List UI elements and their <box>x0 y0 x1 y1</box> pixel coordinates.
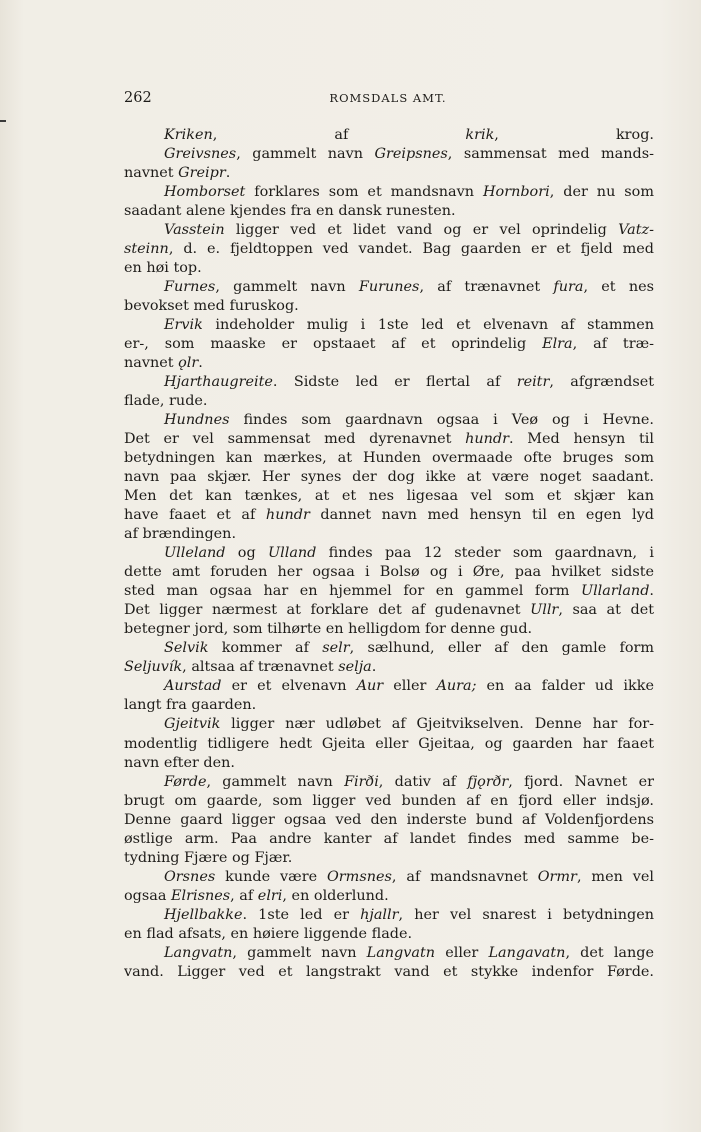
italic-term: hundr <box>265 507 310 524</box>
text-line <box>124 297 654 316</box>
text-run: eller <box>383 678 437 695</box>
text-line <box>124 544 654 563</box>
text-run: , gammelt navn <box>206 773 345 790</box>
text-line <box>124 126 654 145</box>
text-run: modentlig tidligere hedt Gjeita eller Gjeitaa, og gaarden har faaet <box>124 735 654 752</box>
text-run: saadant alene kjendes fra en dansk runesten. <box>124 203 456 220</box>
text-line <box>124 792 654 811</box>
italic-term: ǫlr <box>178 355 199 372</box>
text-line <box>124 487 654 506</box>
italic-term: Aurstad <box>164 678 222 695</box>
text-line <box>124 735 654 754</box>
body-text <box>124 126 654 982</box>
text-line <box>124 202 654 221</box>
text-line <box>124 601 654 620</box>
text-run: . <box>225 165 231 182</box>
text-run: Denne gaard ligger ogsaa ved den inderste bund af Voldenfjordens <box>124 811 654 828</box>
text-line <box>124 944 654 963</box>
text-run: have faaet et af <box>124 507 266 524</box>
text-run: navnet <box>124 165 179 182</box>
text-run: , dativ af <box>378 773 468 790</box>
italic-term: Hornbori <box>482 184 550 201</box>
text-line <box>124 868 654 887</box>
text-run: Det er vel sammensat med dyrenavnet <box>124 431 466 448</box>
italic-term: Orsnes <box>164 868 216 885</box>
italic-term: fura <box>553 279 584 296</box>
italic-term: Ulland <box>267 545 317 562</box>
text-line <box>124 830 654 849</box>
text-run: ogsaa <box>124 887 171 904</box>
italic-term: Seljuvík <box>124 659 183 676</box>
text-line <box>124 449 654 468</box>
text-run: , af <box>212 127 466 143</box>
text-run: brugt om gaarde, som ligger ved bunden af en fjord eller indsjø. <box>124 792 654 809</box>
italic-term: Greipsnes <box>374 146 448 163</box>
italic-term: Homborset <box>164 184 246 201</box>
text-run: , af <box>230 887 258 904</box>
italic-term: Ormr <box>537 868 577 885</box>
italic-term: hundr <box>465 431 510 448</box>
italic-term: Firði <box>344 773 379 790</box>
text-line <box>124 925 654 944</box>
italic-term: Hundnes <box>164 412 230 429</box>
text-run: kunde være <box>215 868 327 885</box>
text-line <box>124 411 654 430</box>
italic-term: Selvik <box>164 640 209 657</box>
text-run: en flad afsats, en høiere liggende flade. <box>124 925 413 942</box>
italic-term: Ervik <box>164 317 203 334</box>
text-line <box>124 811 654 830</box>
text-line <box>124 773 654 792</box>
text-line <box>124 240 654 259</box>
italic-term: Greipr <box>178 165 226 182</box>
page-number: 262 <box>124 90 152 106</box>
text-run: , et nes <box>583 279 654 296</box>
text-run: , gammelt navn <box>215 279 359 296</box>
text-run: , fjord. Navnet er <box>508 773 654 790</box>
text-run: , altsaa af trænavnet <box>182 659 339 676</box>
italic-term: Vatz- <box>618 222 654 239</box>
text-run: . 1ste led er <box>242 906 361 923</box>
text-line <box>124 963 654 982</box>
text-line <box>124 259 654 278</box>
text-line <box>124 164 654 183</box>
italic-term: Ullr <box>530 602 559 619</box>
text-run: ligger ved et lidet vand og er vel oprindelig <box>224 222 619 239</box>
edge-mark <box>0 120 6 122</box>
text-run: flade, rude. <box>124 393 208 410</box>
text-line <box>124 221 654 240</box>
text-run: navnet <box>124 355 179 372</box>
text-run: kommer af <box>208 640 323 657</box>
text-run: tydning Fjære og Fjær. <box>124 849 293 866</box>
italic-term: Greivsnes <box>164 146 237 163</box>
text-line <box>124 525 654 544</box>
italic-term: selr <box>322 640 350 657</box>
text-run: , men vel <box>576 868 654 885</box>
text-line <box>124 373 654 392</box>
text-run: . <box>198 355 203 372</box>
text-run: , af træ- <box>572 336 654 353</box>
italic-term: Kriken <box>164 127 213 143</box>
text-run: , afgrændset <box>549 374 654 391</box>
text-run: er et elvenavn <box>221 678 357 695</box>
text-run: findes som gaardnavn ogsaa i Veø og i Hevne. <box>229 412 654 429</box>
italic-term: Langvatn <box>164 944 233 961</box>
text-line <box>124 754 654 773</box>
italic-term: Hjellbakke <box>164 906 243 923</box>
italic-term: Ulleland <box>164 545 226 562</box>
text-run: . Sidste led er flertal af <box>272 374 517 391</box>
text-line <box>124 677 654 696</box>
text-run: . <box>649 583 654 600</box>
text-run: ligger nær udløbet af Gjeitvikselven. Denne har for- <box>220 716 654 733</box>
text-run: er-, som maaske er opstaaet af et oprindelig <box>124 336 543 353</box>
italic-term: Furunes <box>358 279 420 296</box>
text-run: , her vel snarest i betydningen <box>398 906 654 923</box>
italic-term: Langavatn <box>488 944 566 961</box>
text-run: langt fra gaarden. <box>124 697 257 714</box>
text-run: Det ligger nærmest at forklare det af gudenavnet <box>124 602 531 619</box>
text-run: , af mandsnavnet <box>391 868 538 885</box>
italic-term: Ullarland <box>580 583 650 600</box>
text-run: , af trænavnet <box>419 279 554 296</box>
text-run: . Med hensyn til <box>509 431 654 448</box>
italic-term: Aur <box>356 678 384 695</box>
text-line <box>124 335 654 354</box>
text-run: , gammelt navn <box>232 944 367 961</box>
text-line <box>124 145 654 164</box>
italic-term: Hjarthaugreite <box>164 374 273 391</box>
italic-term: selja <box>338 659 372 676</box>
text-line <box>124 392 654 411</box>
italic-term: krik <box>465 127 495 143</box>
text-run: Men det kan tænkes, at et nes ligesaa vel som et skjær kan <box>124 488 654 505</box>
text-line <box>124 563 654 582</box>
text-run: indeholder mulig i 1ste led et elvenavn af stammen <box>202 317 654 334</box>
text-run: forklares som et mandsnavn <box>245 184 483 201</box>
text-run: , gammelt navn <box>236 146 375 163</box>
text-run: østlige arm. Paa andre kanter af landet findes med samme be- <box>124 830 654 847</box>
text-line <box>124 887 654 906</box>
text-run: navn efter den. <box>124 754 235 771</box>
italic-term: Elrisnes <box>171 887 231 904</box>
text-run: og <box>225 545 268 562</box>
text-line <box>124 620 654 639</box>
text-line <box>124 278 654 297</box>
page-header <box>124 90 652 110</box>
text-run: , krog. <box>494 127 654 143</box>
text-run: , sælhund, eller af den gamle form <box>349 640 654 657</box>
text-line <box>124 316 654 335</box>
text-run: , en olderlund. <box>282 887 389 904</box>
text-line <box>124 430 654 449</box>
italic-term: steinn <box>124 241 169 258</box>
running-title: ROMSDALS AMT. <box>329 91 447 105</box>
text-run: , d. e. fjeldtoppen ved vandet. Bag gaarden er et fjeld med <box>168 241 654 258</box>
text-run: . <box>371 659 377 676</box>
text-run: betydningen kan mærkes, at Hunden overmaade ofte bruges som <box>124 450 654 467</box>
text-run: sted man ogsaa har en hjemmel for en gammel form <box>124 583 581 600</box>
italic-term: fjǫrðr <box>467 773 509 790</box>
italic-term: Gjeitvik <box>164 716 221 733</box>
text-line <box>124 582 654 601</box>
text-line <box>124 183 654 202</box>
italic-term: Førde <box>164 773 207 790</box>
text-run: betegner jord, som tilhørte en helligdom for denne gud. <box>124 621 533 638</box>
text-run: , der nu som <box>549 184 654 201</box>
italic-term: Langvatn <box>366 944 436 961</box>
italic-term: reitr <box>516 374 550 391</box>
text-run: , sammensat med mands- <box>447 146 654 163</box>
italic-term: Vasstein <box>164 222 225 239</box>
text-run: en aa falder ud ikke <box>476 678 654 695</box>
text-run: bevokset med furuskog. <box>124 298 299 315</box>
text-run: dette amt foruden her ogsaa i Bolsø og i Øre, paa hvilket sidste <box>124 564 654 581</box>
italic-term: Aura; <box>436 678 477 695</box>
italic-term: hjallr <box>360 906 399 923</box>
text-run: dannet navn med hensyn til en egen lyd <box>309 507 654 524</box>
text-line <box>124 639 654 658</box>
text-line <box>124 715 654 734</box>
italic-term: elri <box>257 887 283 904</box>
text-run: en høi top. <box>124 260 202 277</box>
text-run: navn paa skjær. Her synes der dog ikke at være noget saadant. <box>124 469 654 486</box>
italic-term: Elra <box>542 336 573 353</box>
text-run: af brændingen. <box>124 526 237 543</box>
text-line <box>124 849 654 868</box>
text-run: vand. Ligger ved et langstrakt vand et stykke indenfor Førde. <box>124 963 654 980</box>
text-line <box>124 906 654 925</box>
text-run: findes paa 12 steder som gaardnavn, i <box>316 545 654 562</box>
text-run: eller <box>435 944 489 961</box>
text-run: , det lange <box>565 944 654 961</box>
text-line <box>124 696 654 715</box>
italic-term: Ormsnes <box>327 868 392 885</box>
italic-term: Furnes <box>164 279 216 296</box>
text-line <box>124 354 654 373</box>
text-line <box>124 468 654 487</box>
text-line <box>124 506 654 525</box>
text-run: , saa at det <box>558 602 654 619</box>
text-line <box>124 658 654 677</box>
